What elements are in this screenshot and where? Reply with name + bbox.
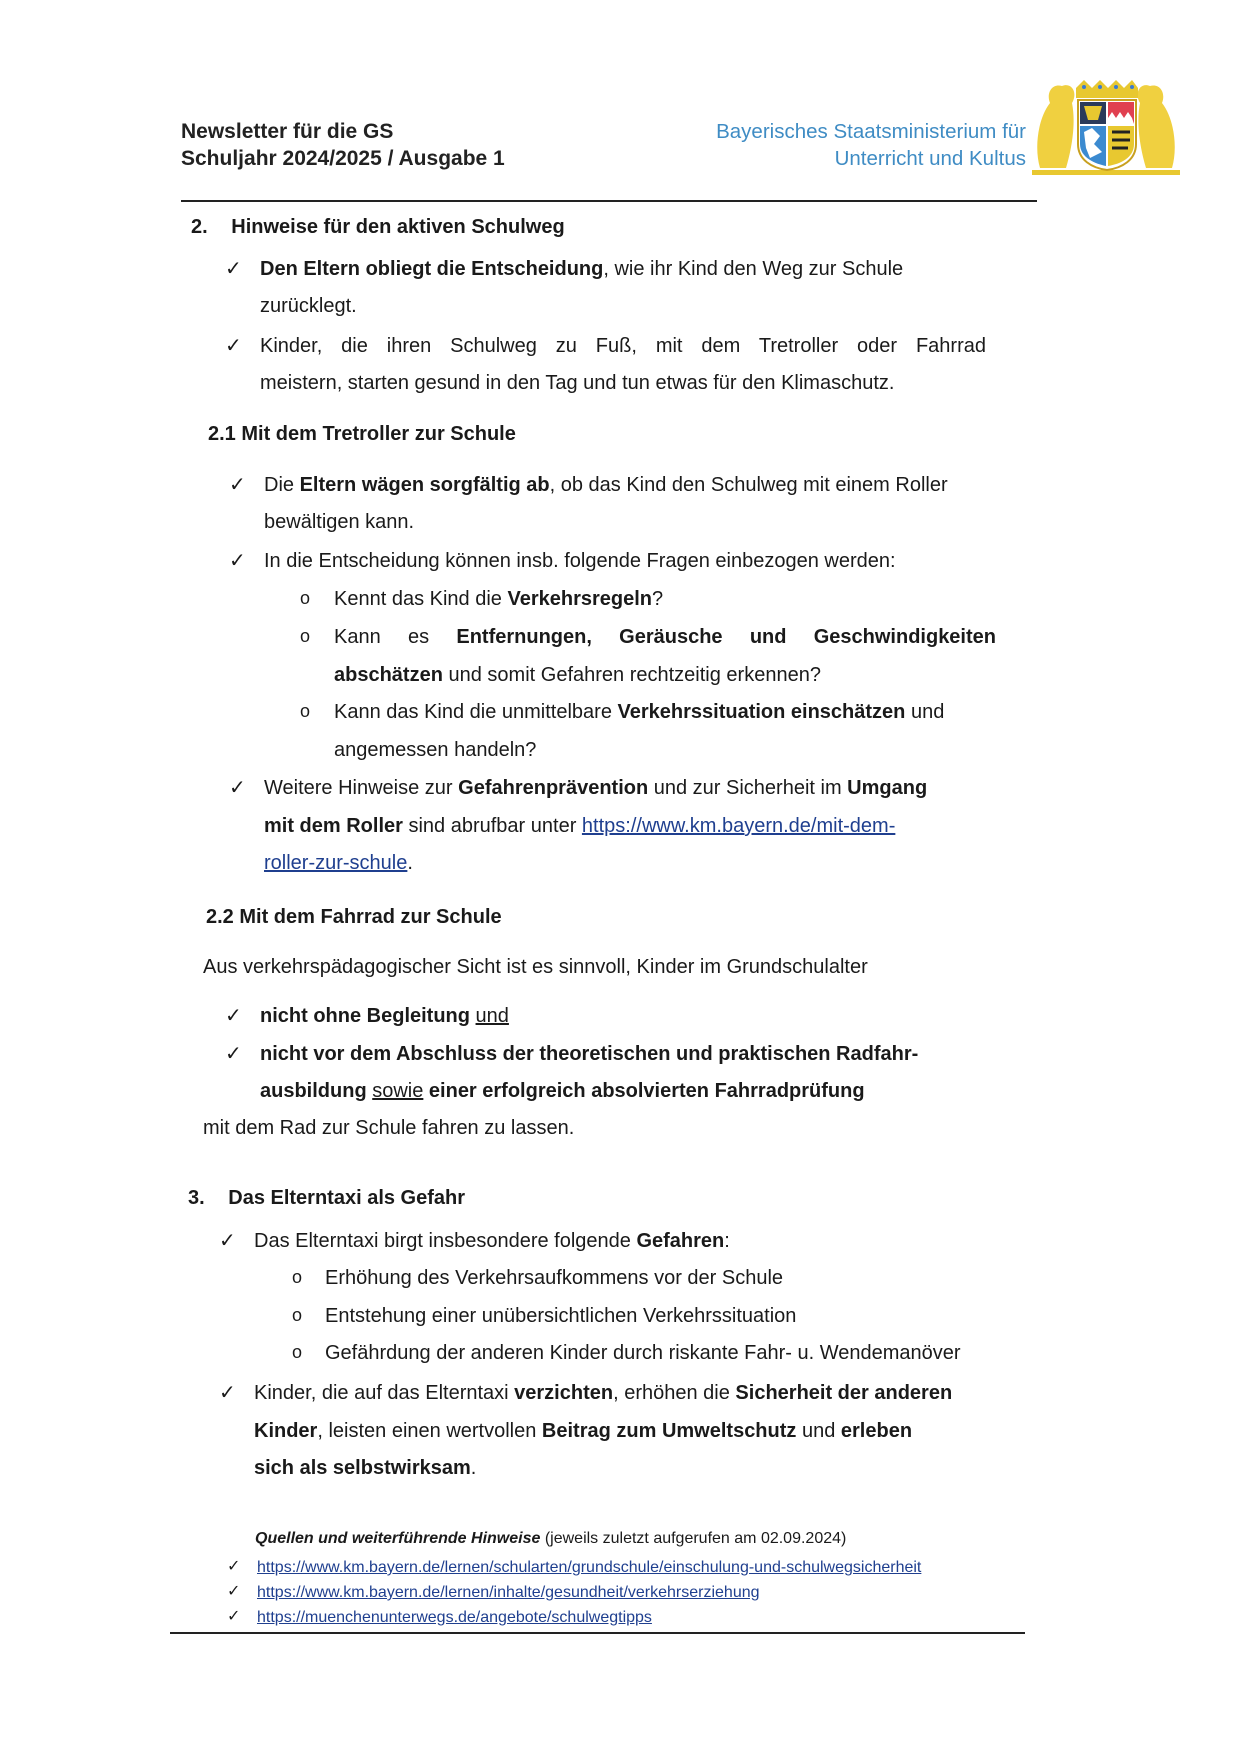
checkmark-icon: ✓ bbox=[227, 1608, 241, 1625]
bullet-text: In die Entscheidung können insb. folgende Fragen einbezogen werden: bbox=[264, 550, 896, 572]
bullet-text bbox=[264, 775, 927, 801]
bullet-text-cont bbox=[254, 1418, 912, 1444]
section-3-heading bbox=[188, 1185, 465, 1211]
bullet-text-cont: meistern, starten gesund in den Tag und tun etwas für den Klimaschutz. bbox=[260, 372, 895, 394]
text: , ob das Kind den Schulweg mit einem Roller bbox=[549, 474, 948, 496]
bold-text: Verkehrsregeln bbox=[507, 588, 652, 610]
section-number: 2. bbox=[191, 216, 208, 238]
roller-link-cont[interactable]: roller-zur-schule bbox=[264, 852, 408, 874]
source-link-item bbox=[257, 1557, 921, 1579]
bold-text: Beitrag zum Umweltschutz bbox=[541, 1420, 797, 1442]
text: , leisten einen wertvollen bbox=[317, 1420, 542, 1442]
bullet-text bbox=[260, 1003, 509, 1029]
bold-text: Entfernungen, Geräusche und Geschwindigkeiten bbox=[456, 626, 996, 648]
checkmark-icon: ✓ bbox=[229, 777, 246, 799]
checkmark-icon: ✓ bbox=[227, 1583, 241, 1600]
bullet-text-cont: bewältigen kann. bbox=[264, 511, 415, 533]
circle-bullet-icon: o bbox=[300, 626, 311, 646]
section-2-1-heading: 2.1 Mit dem Tretroller zur Schule bbox=[208, 423, 516, 445]
checkmark-icon: ✓ bbox=[229, 550, 246, 572]
bullet-text bbox=[260, 256, 903, 282]
bold-text: Sicherheit der anderen bbox=[735, 1382, 953, 1404]
text: Kinder, die auf das Elterntaxi bbox=[254, 1382, 515, 1404]
text: und somit Gefahren rechtzeitig erkennen? bbox=[442, 664, 821, 686]
bullet-text-cont bbox=[264, 850, 413, 876]
bullet-text: Kinder, die ihren Schulweg zu Fuß, mit dem Tretroller oder Fahrrad bbox=[260, 335, 986, 357]
danger-item: Gefährdung der anderen Kinder durch riskante Fahr- u. Wendemanöver bbox=[325, 1342, 961, 1364]
bullet-text bbox=[254, 1380, 952, 1406]
text: und zur Sicherheit im bbox=[648, 777, 848, 799]
text: und bbox=[796, 1420, 841, 1442]
danger-item: Entstehung einer unübersichtlichen Verkehrssituation bbox=[325, 1305, 797, 1327]
bullet-text bbox=[254, 1228, 730, 1254]
coat-of-arms-icon bbox=[1032, 78, 1180, 176]
newsletter-title-line1: Newsletter für die GS bbox=[181, 120, 394, 143]
text: Weitere Hinweise zur bbox=[264, 777, 459, 799]
bold-text: Den Eltern obliegt die Entscheidung bbox=[260, 258, 604, 280]
source-link[interactable]: https://www.km.bayern.de/lernen/inhalte/gesundheit/verkehrserziehung bbox=[257, 1584, 760, 1601]
circle-bullet-icon: o bbox=[300, 588, 311, 608]
danger-item: Erhöhung des Verkehrsaufkommens vor der Schule bbox=[325, 1267, 784, 1289]
text: , wie ihr Kind den Weg zur Schule bbox=[603, 258, 904, 280]
ministry-name-line2: Unterricht und Kultus bbox=[834, 147, 1026, 170]
source-link[interactable]: https://www.km.bayern.de/lernen/schularten/grundschule/einschulung-und-schulwegsicherheit bbox=[257, 1559, 922, 1576]
checkmark-icon: ✓ bbox=[225, 1043, 242, 1065]
question-item bbox=[334, 586, 663, 612]
bold-text: mit dem Roller bbox=[264, 815, 403, 837]
source-link-item bbox=[257, 1607, 652, 1629]
question-item-cont bbox=[334, 662, 821, 688]
checkmark-icon: ✓ bbox=[225, 335, 242, 357]
section-2-2-heading: 2.2 Mit dem Fahrrad zur Schule bbox=[206, 906, 502, 928]
text: : bbox=[724, 1230, 730, 1252]
text: Kann es bbox=[334, 626, 457, 648]
question-item bbox=[334, 699, 944, 725]
text: Kennt das Kind die bbox=[334, 588, 508, 610]
underlined-text: und bbox=[475, 1005, 509, 1027]
checkmark-icon: ✓ bbox=[225, 258, 242, 280]
question-item bbox=[334, 624, 996, 650]
text: Die bbox=[264, 474, 300, 496]
text: . bbox=[470, 1457, 477, 1479]
source-link[interactable]: https://muenchenunterwegs.de/angebote/schulwegtipps bbox=[257, 1609, 652, 1626]
bold-text: Gefahrenprävention bbox=[458, 777, 649, 799]
bold-text: sich als selbstwirksam bbox=[254, 1457, 471, 1479]
sources-note: (jeweils zuletzt aufgerufen am 02.09.2024) bbox=[540, 1530, 847, 1547]
section-2-2-outro: mit dem Rad zur Schule fahren zu lassen. bbox=[203, 1117, 575, 1139]
text: Das Elterntaxi birgt insbesondere folgende bbox=[254, 1230, 637, 1252]
text: Kann das Kind die unmittelbare bbox=[334, 701, 618, 723]
bold-text: Gefahren bbox=[636, 1230, 725, 1252]
bullet-text-cont bbox=[264, 813, 895, 839]
section-2-heading bbox=[191, 214, 565, 240]
newsletter-title-line2: Schuljahr 2024/2025 / Ausgabe 1 bbox=[181, 147, 505, 170]
bold-text: nicht vor dem Abschluss der theoretischen und praktischen Radfahr- bbox=[260, 1043, 919, 1065]
text: ? bbox=[652, 588, 664, 610]
bold-text: verzichten bbox=[514, 1382, 614, 1404]
ministry-name-line1: Bayerisches Staatsministerium für bbox=[716, 120, 1026, 143]
text: sind abrufbar unter bbox=[402, 815, 582, 837]
bold-text: Umgang bbox=[847, 777, 928, 799]
bullet-text bbox=[260, 1041, 918, 1067]
source-link-item bbox=[257, 1582, 760, 1604]
footer-divider bbox=[170, 1632, 1025, 1634]
sources-heading bbox=[255, 1528, 846, 1550]
newsletter-title bbox=[181, 118, 505, 172]
circle-bullet-icon: o bbox=[300, 701, 311, 721]
bullet-text bbox=[264, 472, 948, 498]
bold-text: ausbildung bbox=[260, 1080, 373, 1102]
circle-bullet-icon: o bbox=[292, 1267, 303, 1287]
ministry-name bbox=[716, 118, 1026, 172]
text: , erhöhen die bbox=[613, 1382, 736, 1404]
checkmark-icon: ✓ bbox=[227, 1558, 241, 1575]
checkmark-icon: ✓ bbox=[229, 474, 246, 496]
header-divider bbox=[181, 200, 1037, 202]
checkmark-icon: ✓ bbox=[225, 1005, 242, 1027]
sources-title: Quellen und weiterführende Hinweise bbox=[255, 1530, 541, 1547]
roller-link[interactable]: https://www.km.bayern.de/mit-dem- bbox=[581, 815, 896, 837]
section-number: 3. bbox=[188, 1187, 205, 1209]
circle-bullet-icon: o bbox=[292, 1305, 303, 1325]
circle-bullet-icon: o bbox=[292, 1342, 303, 1362]
bold-text: nicht ohne Begleitung bbox=[260, 1005, 476, 1027]
bold-text: abschätzen bbox=[334, 664, 443, 686]
bold-text: einer erfolgreich absolvierten Fahrradprüfung bbox=[423, 1080, 865, 1102]
bold-text: erleben bbox=[840, 1420, 913, 1442]
underlined-text: sowie bbox=[372, 1080, 424, 1102]
section-title: Das Elterntaxi als Gefahr bbox=[228, 1187, 466, 1209]
section-title: Hinweise für den aktiven Schulweg bbox=[231, 216, 565, 238]
bold-text: Eltern wägen sorgfältig ab bbox=[299, 474, 550, 496]
text: . bbox=[407, 852, 413, 874]
section-2-2-intro: Aus verkehrspädagogischer Sicht ist es sinnvoll, Kinder im Grundschulalter bbox=[203, 956, 868, 978]
bold-text: Kinder bbox=[254, 1420, 318, 1442]
bold-text: Verkehrssituation einschätzen bbox=[617, 701, 906, 723]
question-item-cont: angemessen handeln? bbox=[334, 739, 537, 761]
bullet-text-cont: zurücklegt. bbox=[260, 295, 357, 317]
bullet-text-cont bbox=[260, 1078, 865, 1104]
text: und bbox=[905, 701, 945, 723]
checkmark-icon: ✓ bbox=[219, 1382, 236, 1404]
checkmark-icon: ✓ bbox=[219, 1230, 236, 1252]
bullet-text-cont bbox=[254, 1455, 476, 1481]
